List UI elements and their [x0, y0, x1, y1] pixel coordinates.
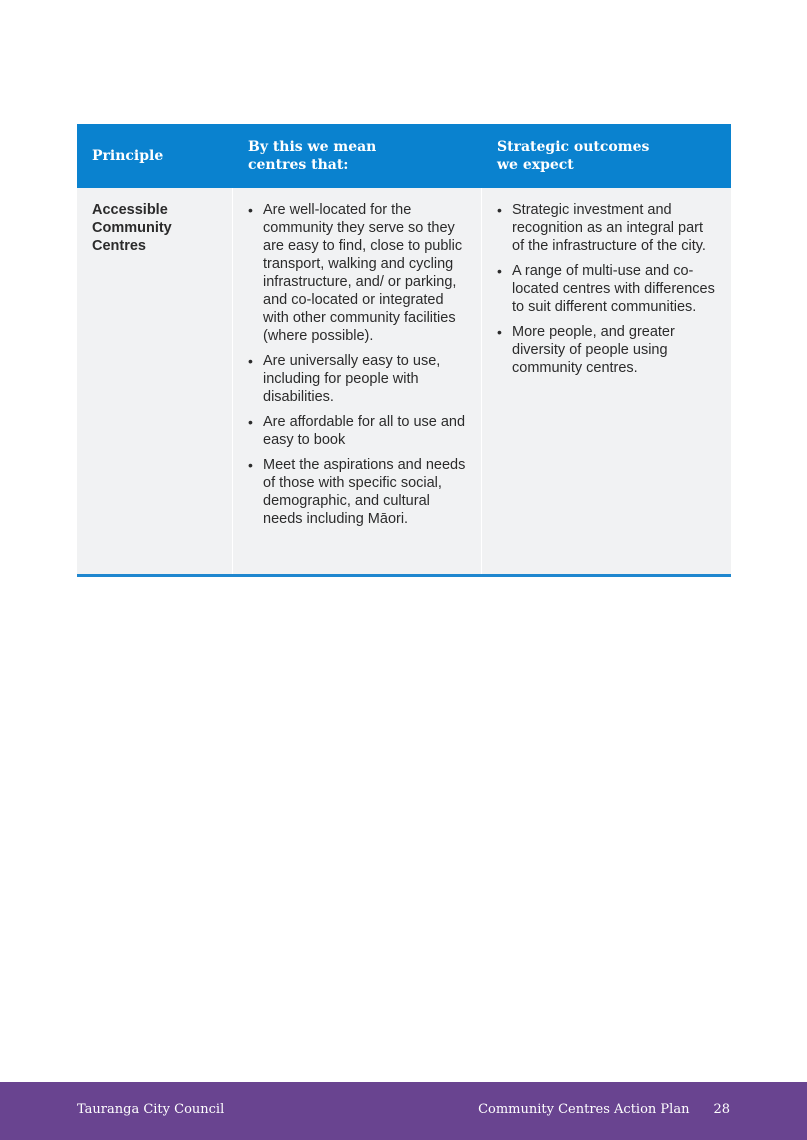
list-item: • Are universally easy to use, including for people with disabilities. — [248, 353, 441, 405]
bullet-icon: • — [497, 202, 502, 218]
header-meaning-line2: centres that: — [248, 157, 349, 173]
meaning-list — [248, 201, 481, 528]
bullet-icon: • — [497, 324, 502, 340]
meaning-cell — [233, 188, 482, 574]
header-meaning-line1: By this we mean — [248, 139, 377, 155]
page-number: 28 — [713, 1102, 730, 1117]
principle-name: Accessible Community Centres — [92, 202, 172, 254]
footer-document-title: Community Centres Action Plan — [478, 1102, 690, 1117]
header-principle: Principle — [92, 148, 164, 164]
list-item: • More people, and greater diversity of people using community centres. — [497, 324, 675, 376]
bullet-icon: • — [248, 202, 253, 218]
list-item: • Meet the aspirations and needs of those with specific social, demographic, and cultural needs including Māori. — [248, 457, 466, 527]
page-footer — [0, 1082, 807, 1140]
table-row — [77, 188, 731, 574]
outcomes-cell — [482, 188, 731, 574]
header-outcomes-line2: we expect — [497, 157, 574, 173]
bullet-icon: • — [497, 263, 502, 279]
header-meaning — [233, 124, 482, 188]
header-outcomes — [482, 124, 731, 188]
footer-right — [478, 1102, 730, 1117]
list-item: • Strategic investment and recognition as an integral part of the infrastructure of the city. — [497, 202, 706, 254]
table-header — [77, 124, 731, 188]
outcomes-list — [497, 201, 717, 377]
principle-cell — [77, 188, 233, 574]
list-item: • Are affordable for all to use and easy to book — [248, 414, 466, 448]
bullet-icon: • — [248, 457, 253, 473]
list-item: • Are well-located for the community they serve so they are easy to find, close to public transport, walking and cycling infrastructure, and/ or parking, and co-located or integrated with other community facilities (where possible). — [248, 202, 463, 344]
bullet-icon: • — [248, 414, 253, 430]
bullet-icon: • — [248, 353, 253, 369]
footer-organisation: Tauranga City Council — [77, 1102, 225, 1117]
header-outcomes-line1: Strategic outcomes — [497, 139, 650, 155]
list-item: • A range of multi-use and co-located centres with differences to suit different communities. — [497, 263, 715, 315]
principles-table — [77, 124, 731, 577]
